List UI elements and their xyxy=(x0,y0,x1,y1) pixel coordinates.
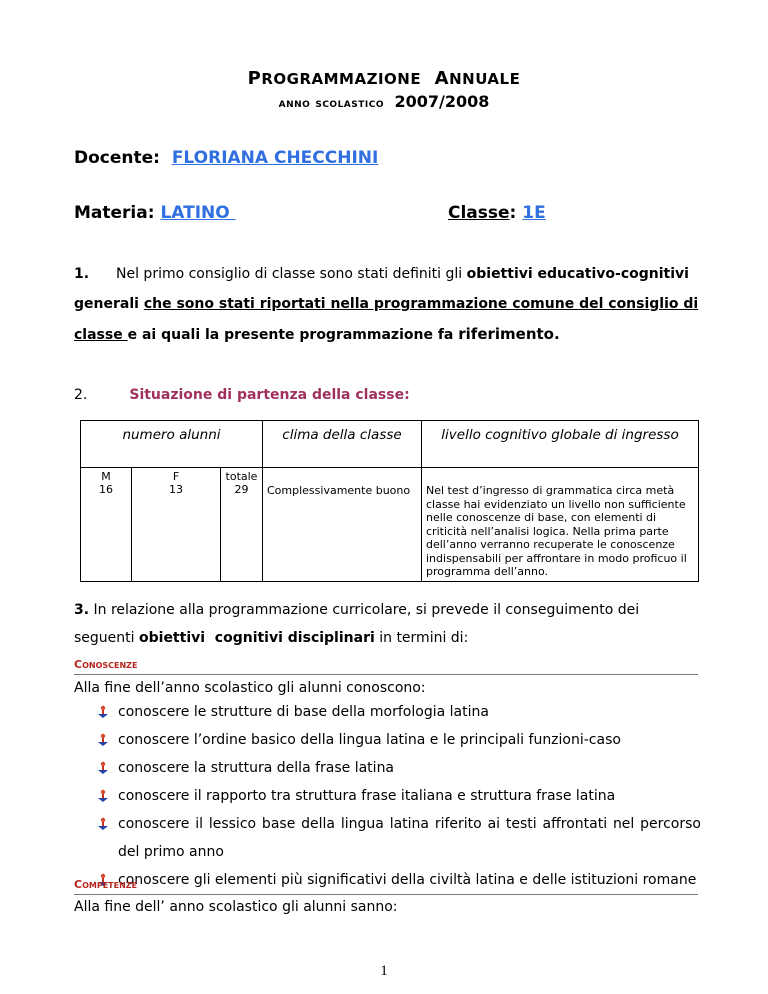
section-3-paragraph: 3. In relazione alla programmazione curricolare, si prevede il conseguimento dei seguenti obiettivi cognitivi disciplinari in termini di: xyxy=(74,602,640,646)
cell-m: M 16 xyxy=(81,468,132,582)
competenze-intro: Alla fine dell’ anno scolastico gli alunni sanno: xyxy=(74,899,398,915)
docente-label: Docente: xyxy=(74,148,160,168)
materia-line xyxy=(74,203,236,223)
document-subtitle: anno scolastico 2007/2008 xyxy=(278,92,490,111)
cell-f: F 13 xyxy=(132,468,221,582)
list-item: conoscere il lessico base della lingua latina riferito ai testi affrontati nel percorso del primo anno xyxy=(96,810,701,866)
docente-name: FLORIANA CHECCHINI xyxy=(171,148,379,168)
cell-livello: Nel test d’ingresso di grammatica circa metà classe hai evidenziato un livello non sufficiente nelle conoscenze di base, con elementi di criticità nell’analisi logica. Nella prima parte dell’anno verranno recuperate le conoscenze indispensabili per affrontare in modo proficuo il programma dell’anno. xyxy=(422,468,699,582)
materia-label: Materia: xyxy=(74,203,155,223)
list-item: conoscere l’ordine basico della lingua latina e le principali funzioni-caso xyxy=(96,726,701,754)
section-1-paragraph: 1. Nel primo consiglio di classe sono stati definiti gli obiettivi educativo-cognitivi generali che sono stati riportati nella programmazione comune del consiglio di classe e ai quali la presente programmazione fa riferimento. xyxy=(74,266,699,343)
classe-line: Classe: 1E xyxy=(448,203,546,223)
cell-totale: totale 29 xyxy=(221,468,263,582)
competenze-heading: Competenze xyxy=(74,878,698,895)
push-pin-arrow-icon xyxy=(96,733,110,747)
list-item: conoscere il rapporto tra struttura frase italiana e struttura frase latina xyxy=(96,782,701,810)
list-item: conoscere le strutture di base della morfologia latina xyxy=(96,698,701,726)
header-clima: clima della classe xyxy=(263,421,422,468)
conoscenze-intro: Alla fine dell’anno scolastico gli alunni conoscono: xyxy=(74,680,426,696)
push-pin-arrow-icon xyxy=(96,817,110,831)
conoscenze-heading: Conoscenze xyxy=(74,658,698,675)
page-number: 1 xyxy=(380,963,388,979)
conoscenze-list xyxy=(96,698,701,894)
cell-clima: Complessivamente buono xyxy=(263,468,422,582)
header-numero-alunni: numero alunni xyxy=(81,421,263,468)
section-2-heading: 2. Situazione di partenza della classe: xyxy=(74,387,410,403)
push-pin-arrow-icon xyxy=(96,705,110,719)
document-title: PROGRAMMAZIONE ANNUALE xyxy=(247,68,521,89)
push-pin-arrow-icon xyxy=(96,761,110,775)
push-pin-arrow-icon xyxy=(96,789,110,803)
docente-line xyxy=(74,148,378,168)
list-item: conoscere gli elementi più significativi della civiltà latina e delle istituzioni romane xyxy=(96,866,701,894)
classe-label: Classe xyxy=(448,203,510,223)
list-item: conoscere la struttura della frase latina xyxy=(96,754,701,782)
header-livello: livello cognitivo globale di ingresso xyxy=(422,421,699,468)
classe-value: 1E xyxy=(522,203,546,223)
materia-value: LATINO xyxy=(160,203,236,223)
class-situation-table xyxy=(80,420,699,582)
